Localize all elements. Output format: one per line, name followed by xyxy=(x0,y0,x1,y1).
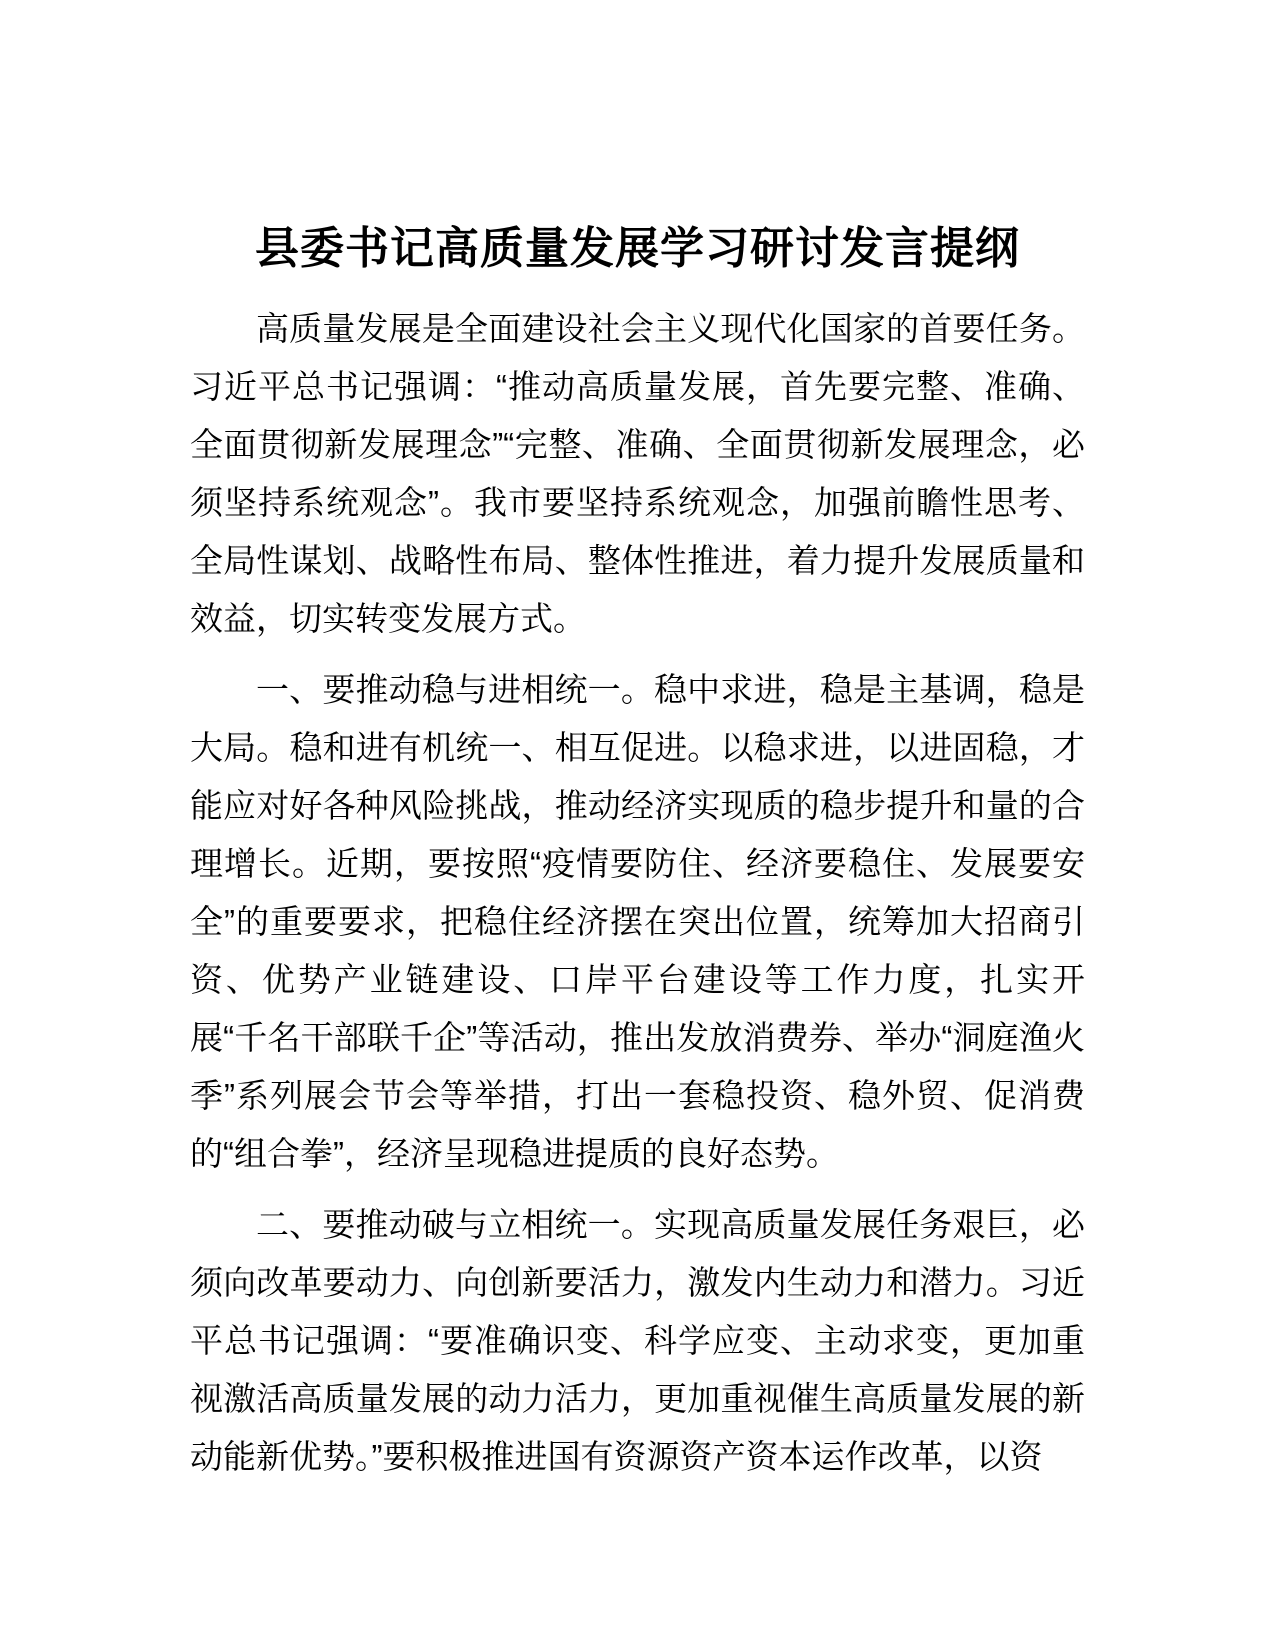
document-title: 县委书记高质量发展学习研讨发言提纲 xyxy=(255,224,1020,273)
document-body xyxy=(190,300,1085,1486)
paragraph-section-1: 一、要推动稳与进相统一。稳中求进，稳是主基调，稳是大局。稳和进有机统一、相互促进。以稳求进，以进固稳，才能应对好各种风险挑战，推动经济实现质的稳步提升和量的合理增长。近期，要按照“疫情要防住、经济要稳住、发展要安全”的重要要求，把稳住经济摆在突出位置，统筹加大招商引资、优势产业链建设、口岸平台建设等工作力度，扎实开展“千名干部联千企”等活动，推出发放消费券、举办“洞庭渔火季”系列展会节会等举措，打出一套稳投资、稳外贸、促消费的“组合拳”，经济呈现稳进提质的良好态势。 xyxy=(190,671,1085,1172)
paragraph-intro: 高质量发展是全面建设社会主义现代化国家的首要任务。习近平总书记强调：“推动高质量发展，首先要完整、准确、全面贯彻新发展理念”“完整、准确、全面贯彻新发展理念，必须坚持系统观念”。我市要坚持系统观念，加强前瞻性思考、全局性谋划、战略性布局、整体性推进，着力提升发展质量和效益，切实转变发展方式。 xyxy=(190,310,1085,637)
paragraph-section-2: 二、要推动破与立相统一。实现高质量发展任务艰巨，必须向改革要动力、向创新要活力，激发内生动力和潜力。习近平总书记强调：“要准确识变、科学应变、主动求变，更加重视激活高质量发展的动力活力，更加重视催生高质量发展的新动能新优势。”要积极推进国有资源资产资本运作改革，以资 xyxy=(190,1206,1085,1475)
